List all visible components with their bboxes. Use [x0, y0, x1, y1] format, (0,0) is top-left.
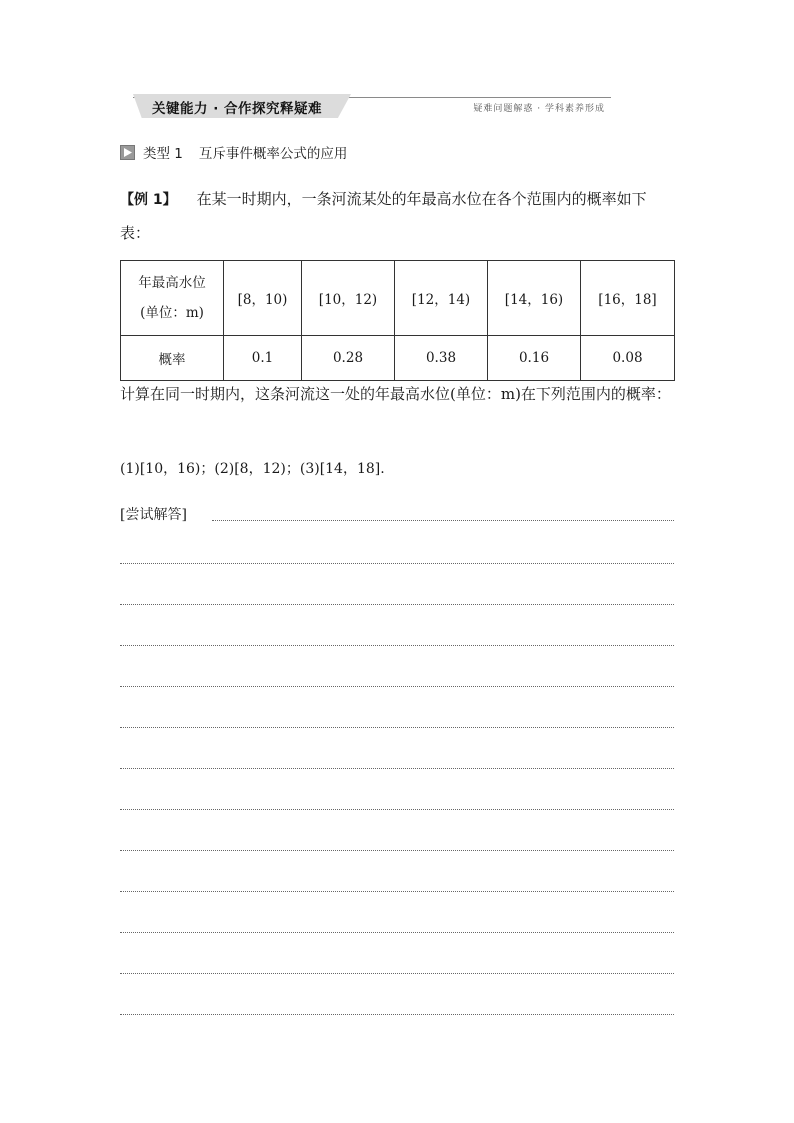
type-title: 互斥事件概率公式的应用 [198, 146, 348, 162]
section-banner [133, 94, 611, 118]
answer-line[interactable] [120, 1014, 674, 1015]
table-cell-probability: 0.1 [224, 336, 302, 381]
table-header-label [121, 261, 224, 336]
question-parts: (1)[10，16)；(2)[8，12)；(3)[14，18]. [120, 461, 385, 477]
example-label: 【例 1】 [120, 192, 177, 208]
answer-line[interactable] [120, 850, 674, 851]
table-cell-probability: 0.38 [395, 336, 488, 381]
table-cell-probability: 0.08 [581, 336, 675, 381]
table-cell-range: [16，18] [581, 261, 675, 336]
table-cell-range: [10，12) [302, 261, 395, 336]
example-text: 在某一时期内，一条河流某处的年最高水位在各个范围内的概率如下表： [120, 190, 647, 242]
answer-line[interactable] [120, 932, 674, 933]
type-label: 类型 1 [143, 146, 183, 162]
probability-table [120, 260, 675, 381]
answer-line[interactable] [120, 809, 674, 810]
example-paragraph [120, 183, 675, 250]
header-label-line1: 年最高水位 [138, 275, 206, 291]
table-cell-range: [8，10) [224, 261, 302, 336]
section-subtitle: 疑难问题解惑 · 学科素养形成 [473, 104, 605, 114]
answer-line[interactable] [120, 727, 674, 728]
answer-line[interactable] [120, 563, 674, 564]
answer-line[interactable] [120, 645, 674, 646]
play-triangle-icon [120, 145, 135, 160]
table-header-row [121, 261, 675, 336]
section-title: 关键能力 · 合作探究释疑难 [152, 101, 323, 117]
answer-line[interactable] [120, 604, 674, 605]
answer-line[interactable] [120, 768, 674, 769]
header-label-line2: (单位：m) [140, 305, 204, 321]
table-row-label: 概率 [121, 336, 224, 381]
question-text: 计算在同一时期内，这条河流这一处的年最高水位(单位：m)在下列范围内的概率： [120, 385, 671, 403]
type-heading [120, 143, 347, 161]
table-cell-range: [14，16) [488, 261, 581, 336]
table-cell-probability: 0.16 [488, 336, 581, 381]
answer-line[interactable] [120, 686, 674, 687]
answer-line[interactable] [120, 973, 674, 974]
table-row [121, 336, 675, 381]
table-cell-probability: 0.28 [302, 336, 395, 381]
answer-line[interactable] [120, 891, 674, 892]
answer-line[interactable] [212, 520, 674, 521]
answer-label: [尝试解答] [120, 507, 187, 523]
table-cell-range: [12，14) [395, 261, 488, 336]
